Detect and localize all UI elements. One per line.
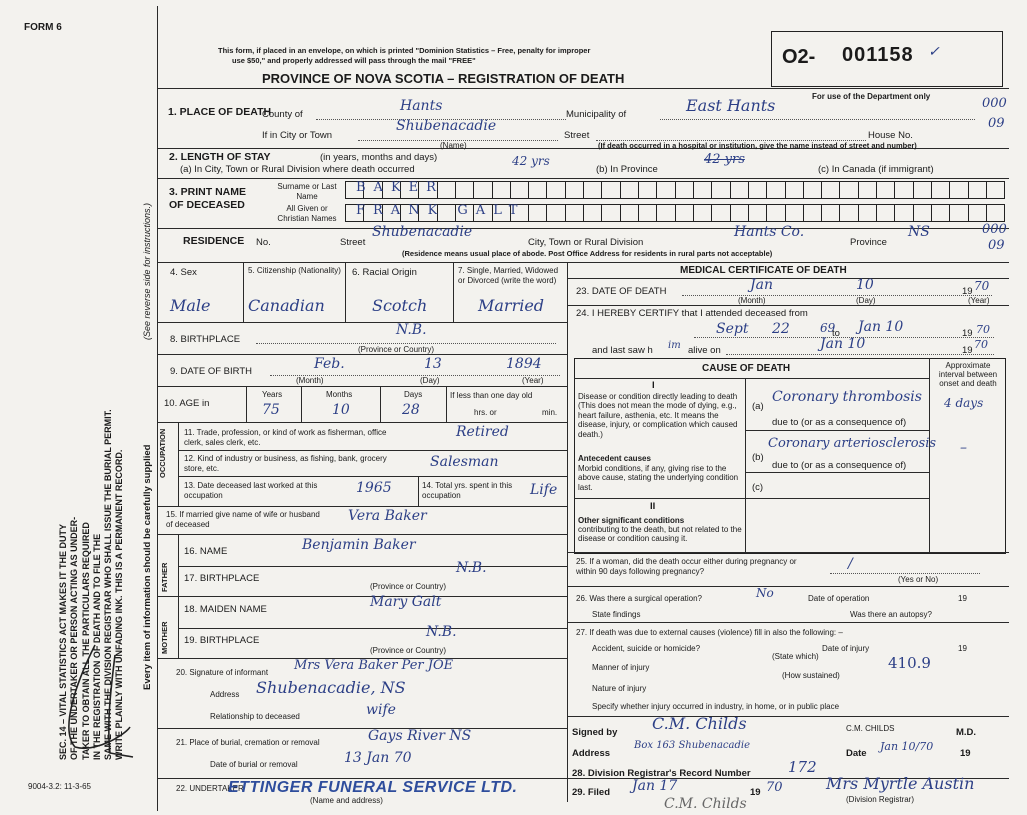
stay-hint: (in years, months and days) (320, 152, 438, 163)
q25-answer: / (848, 556, 853, 572)
death-year-hint: (Year) (968, 296, 990, 305)
cause-a-marker: (a) (752, 401, 764, 412)
residence-province-value: NS (908, 224, 930, 240)
total-yrs-value: Life (530, 482, 558, 498)
racial-value: Scotch (372, 296, 428, 315)
q25-label: 25. If a woman, did the death occur either during pregnancy or within 90 days following pregnancy? (576, 557, 797, 576)
burial-date-value: 13 Jan 70 (344, 750, 412, 766)
last-saw-pronoun: im (668, 340, 681, 351)
md-label: M.D. (956, 727, 977, 738)
attend-from-year: 69 (820, 321, 836, 335)
intro-line-2: use $50," and properly addressed will pass through the mail "FREE" (232, 56, 476, 65)
stay-b-label: (b) In Province (596, 164, 658, 175)
roman-2: II (650, 501, 656, 512)
interval-a-value: 4 days (944, 396, 984, 410)
sex-label: 4. Sex (170, 267, 197, 278)
undertaker-hint: (Name and address) (310, 796, 383, 805)
industry-label: 12. Kind of industry or business, as fishing, bank, grocery store, etc. (184, 454, 387, 473)
birthplace-value: N.B. (396, 322, 427, 338)
residence-label: RESIDENCE (183, 235, 245, 247)
father-bp-label: 17. BIRTHPLACE (184, 573, 260, 584)
informant-value: Mrs Vera Baker Per JOE (294, 658, 454, 673)
hrs-label: hrs. or (474, 408, 497, 417)
state-findings-label: State findings (592, 610, 641, 619)
q28-label: 28. Division Registrar's Record Number (572, 768, 751, 779)
marital-label: 7. Single, Married, Widowed or Divorced (write the word) (458, 266, 559, 285)
years-label: Years (262, 390, 283, 399)
attend-from-day: 22 (772, 321, 790, 337)
other-label: contributing to the death, but not related to the disease or condition causing it. (578, 525, 742, 544)
residence-note: (Residence means usual place of abode. Post Office Address for residents in rural parts not acceptable) (402, 249, 773, 258)
dob-label: 9. DATE OF BIRTH (170, 366, 252, 377)
side-italic-note: (See reverse side for instructions.) (142, 202, 152, 340)
street-label: Street (564, 130, 590, 141)
months-label: Months (326, 390, 353, 399)
autopsy-label: Was there an autopsy? (850, 610, 932, 619)
form-title: PROVINCE OF NOVA SCOTIA – REGISTRATION OF DEATH (262, 71, 625, 86)
record-prefix: O2- (782, 46, 816, 68)
q27-label: 27. If death was due to external causes (violence) fill in also the following: – (576, 628, 843, 637)
dob-month-value: Feb. (314, 356, 345, 372)
father-name-value: Benjamin Baker (302, 537, 416, 553)
dept-code-2: 09 (988, 116, 1005, 131)
place-of-death-text: 1. PLACE OF DEATH (168, 106, 272, 118)
dob-day-hint: (Day) (420, 376, 440, 385)
certify-label: 24. I HEREBY CERTIFY that I attended deceased from (576, 308, 808, 319)
side-line-1: SEC. 14 – VITAL STATISTICS ACT MAKES IT THE DUTY (58, 523, 68, 760)
filed-year-prefix: 19 (750, 787, 761, 798)
wife-value: Vera Baker (348, 508, 427, 524)
dept-code-3: 000 (982, 222, 1007, 237)
attend-to-year-prefix: 19 (962, 328, 973, 339)
interval-b-value: – (960, 440, 967, 456)
printer-code: 9004-3.2: 11-3-65 (28, 782, 92, 791)
marital-value: Married (478, 296, 545, 315)
med-address-label: Address (572, 748, 611, 759)
death-date-label: 23. DATE OF DEATH (576, 286, 667, 297)
last-worked-value: 1965 (356, 480, 392, 496)
side-bold-note: Every item of information should be carefully supplied (142, 444, 153, 690)
death-month-value: Jan (750, 277, 773, 293)
side-line-2: OF THE UNDERTAKER OR PERSON ACTING AS UNDER- (69, 516, 80, 760)
med-date-year: 19 (960, 748, 971, 759)
age-years-value: 75 (262, 402, 280, 418)
stay-city-value: 42 yrs (512, 154, 550, 168)
last-saw-label: and last saw h (592, 345, 653, 356)
dept-code-1: 000 (982, 96, 1007, 111)
house-no-label: House No. (868, 130, 913, 141)
mother-bp-value: N.B. (426, 624, 457, 640)
mother-side-label: MOTHER (160, 621, 169, 654)
city-label: If in City or Town (262, 130, 333, 141)
med-date-label: Date (846, 748, 867, 759)
surname-label: Surname or Last Name (277, 182, 337, 201)
date-injury-year: 19 (958, 644, 967, 653)
q26-answer: No (756, 586, 774, 600)
division-registrar-hint: (Division Registrar) (846, 795, 915, 804)
cause-title: CAUSE OF DEATH (702, 363, 791, 374)
antecedent-label: Morbid conditions, if any, giving rise to the above cause, stating the underlying condition last. (578, 464, 739, 492)
signed-print: C.M. CHILDS (846, 724, 895, 733)
other-title: Other significant conditions (578, 516, 685, 525)
days-label: Days (404, 390, 423, 399)
name-hint: (Name) (440, 141, 467, 150)
burial-place-label: 21. Place of burial, cremation or removal (176, 738, 320, 747)
county-value: Hants (400, 98, 443, 114)
death-day-value: 10 (856, 277, 874, 293)
mother-bp-hint: (Province or Country) (370, 646, 447, 655)
father-bp-hint: (Province or Country) (370, 582, 447, 591)
less-than-day-label: If less than one day old (450, 391, 533, 400)
cause-c-marker: (c) (752, 482, 764, 493)
residence-county-value: Hants Co. (734, 224, 805, 240)
min-label: min. (542, 408, 558, 417)
print-name-label: 3. PRINT NAME OF DECEASED (169, 186, 247, 211)
residence-province-label: Province (850, 237, 887, 248)
place-of-death-label (168, 107, 271, 118)
relationship-label: Relationship to deceased (210, 712, 300, 721)
citizenship-label: 5. Citizenship (Nationality) (248, 266, 341, 275)
industry-value: Salesman (430, 454, 499, 470)
cause-b-marker: (b) (752, 452, 764, 463)
residence-no-label: No. (256, 237, 271, 248)
last-saw-year-value: 70 (974, 338, 988, 351)
mother-maiden-label: 18. MAIDEN NAME (184, 604, 267, 615)
intro-line-1: This form, if placed in an envelope, on which is printed "Dominion Statistics – Free, penalty for improper (218, 46, 591, 55)
undertaker-stamp: ETTINGER FUNERAL SERVICE LTD. (228, 779, 518, 796)
bottom-name: C.M. Childs (664, 796, 747, 812)
father-name-label: 16. NAME (184, 546, 228, 557)
city-value: Shubenacadie (396, 118, 497, 134)
yes-no-hint: (Yes or No) (898, 575, 939, 584)
hospital-note: (If death occurred in a hospital or institution, give the name instead of street and number) (598, 141, 917, 150)
citizenship-value: Canadian (248, 296, 325, 315)
dob-month-hint: (Month) (296, 376, 324, 385)
attend-from-month: Sept (716, 321, 749, 337)
manner-label: Manner of injury (592, 663, 650, 672)
record-no-value: 172 (788, 758, 817, 776)
side-line-3: TAKER TO OBTAIN ALL THE PARTICULARS REQUIRED (80, 522, 91, 760)
registrar-signature: Mrs Myrtle Austin (826, 774, 975, 793)
informant-address-value: Shubenacadie, NS (256, 678, 406, 697)
frame-left (157, 6, 158, 811)
age-days-value: 28 (402, 402, 420, 418)
birthplace-label: 8. BIRTHPLACE (170, 334, 241, 345)
margin-signature-mark (55, 635, 145, 760)
medical-certificate-title: MEDICAL CERTIFICATE OF DEATH (680, 265, 847, 276)
q29-label: 29. Filed (572, 787, 611, 798)
residence-city-label: City, Town or Rural Division (528, 237, 644, 248)
attend-to-label: to (832, 328, 840, 339)
trade-value: Retired (456, 424, 509, 440)
form-number: FORM 6 (24, 22, 62, 33)
record-number: 001158 (842, 44, 914, 66)
informant-label: 20. Signature of informant (176, 668, 269, 677)
manner-code: 410.9 (888, 654, 931, 672)
q26-label: 26. Was there a surgical operation? (576, 594, 702, 603)
father-bp-value: N.B. (456, 560, 487, 576)
nature-label: Nature of injury (592, 684, 647, 693)
given-value: FRANK GALT (356, 203, 526, 218)
sex-value: Male (170, 296, 211, 315)
dob-day-value: 13 (424, 356, 442, 372)
cause-b-value: Coronary arteriosclerosis (768, 436, 937, 451)
last-saw-year-prefix: 19 (962, 345, 973, 356)
length-of-stay-label: 2. LENGTH OF STAY (169, 151, 271, 163)
attend-to-year: 70 (976, 323, 990, 336)
trade-label: 11. Trade, profession, or kind of work as fisherman, office clerk, sales clerk, etc. (184, 428, 387, 447)
signed-by-value: C.M. Childs (652, 714, 747, 733)
side-line-6: WRITE PLAINLY WITH UNFADING INK. THIS IS A PERMANENT RECORD. (114, 449, 125, 760)
how-sustained-hint: (How sustained) (782, 671, 840, 680)
side-line-4: IN THE REGISTRATION OF DEATH AND TO FILE THE (91, 533, 102, 760)
death-year-prefix: 19 (962, 286, 973, 297)
informant-address-label: Address (210, 690, 240, 699)
med-address-value: Box 163 Shubenacadie (634, 740, 750, 751)
specify-label: Specify whether injury occurred in industry, in home, or in public place (592, 702, 840, 711)
date-injury-label: Date of injury (822, 644, 870, 653)
residence-street-value: Shubenacadie (372, 224, 473, 240)
county-label: County of (262, 109, 303, 120)
total-yrs-label: 14. Total yrs. spent in this occupation (422, 481, 513, 500)
state-which-hint: (State which) (772, 652, 819, 661)
stay-a-label: (a) In City, Town or Rural Division where death occurred (180, 164, 415, 175)
municipality-label: Municipality of (566, 109, 627, 120)
attend-to-value: Jan 10 (858, 319, 904, 335)
interval-label: Approximate interval between onset and death (938, 361, 998, 388)
roman-1: I (652, 380, 655, 391)
date-op-year: 19 (958, 594, 967, 603)
alive-on-label: alive on (688, 345, 721, 356)
accident-label: Accident, suicide or homicide? (592, 644, 701, 653)
stay-province-value: 42 yrs (704, 152, 745, 167)
residence-street-label: Street (340, 237, 366, 248)
age-label: 10. AGE in (164, 398, 210, 409)
municipality-value: East Hants (686, 96, 776, 115)
death-day-hint: (Day) (856, 296, 876, 305)
surname-boxes[interactable] (345, 181, 1005, 199)
date-op-label: Date of operation (808, 594, 870, 603)
birthplace-hint: (Province or Country) (358, 345, 435, 354)
record-number-box (771, 31, 1003, 87)
dept-code-4: 09 (988, 238, 1005, 253)
burial-place-value: Gays River NS (368, 728, 472, 744)
age-months-value: 10 (332, 402, 350, 418)
death-year-value: 70 (974, 279, 990, 293)
signed-by-label: Signed by (572, 727, 618, 738)
due-to-1: due to (or as a consequence of) (772, 417, 907, 428)
cause-a-value: Coronary thrombosis (772, 389, 922, 405)
side-line-5: SAME WITH THE DIVISION REGISTRAR WHO SHALL ISSUE THE BURIAL PERMIT. (103, 409, 114, 760)
filed-year-value: 70 (766, 780, 783, 795)
last-saw-date-value: Jan 10 (820, 336, 866, 352)
mother-maiden-value: Mary Galt (370, 594, 442, 610)
given-label: All Given or Christian Names (277, 204, 337, 223)
dob-year-hint: (Year) (522, 376, 544, 385)
last-worked-label: 13. Date deceased last worked at this occupation (184, 481, 318, 500)
racial-label: 6. Racial Origin (352, 267, 417, 278)
due-to-2: due to (or as a consequence of) (772, 460, 907, 471)
wife-label: 15. If married give name of wife or husband of deceased (166, 510, 320, 529)
surname-value: BAKER (356, 180, 444, 195)
father-side-label: FATHER (160, 562, 169, 592)
dept-use-label: For use of the Department only (812, 92, 931, 101)
disease-label: Disease or condition directly leading to death (This does not mean the mode of dying, e.g., heart failure, asthenia, etc. It means the disease, injury, or complication which caused death.) (578, 392, 738, 439)
burial-date-label: Date of burial or removal (210, 760, 298, 769)
relationship-value: wife (366, 702, 396, 718)
occupation-side-label: OCCUPATION (158, 428, 167, 478)
death-month-hint: (Month) (738, 296, 766, 305)
undertaker-label: 22. UNDERTAKER (176, 784, 244, 793)
mother-bp-label: 19. BIRTHPLACE (184, 635, 260, 646)
med-date-value: Jan 10/70 (880, 740, 934, 753)
dob-year-value: 1894 (506, 356, 542, 372)
antecedent-title: Antecedent causes (578, 454, 651, 463)
stay-c-label: (c) In Canada (if immigrant) (818, 164, 934, 175)
filed-date-value: Jan 17 (632, 778, 678, 794)
record-check-mark: ✓ (928, 44, 940, 60)
